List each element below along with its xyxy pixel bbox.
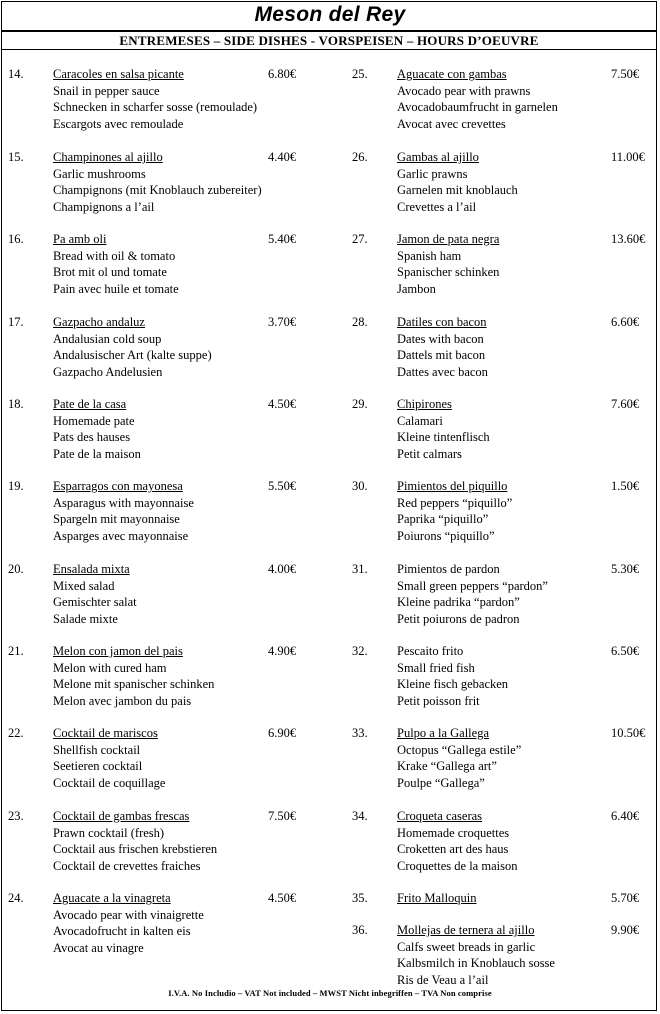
item-translation: Petit poiurons de padron bbox=[397, 611, 520, 626]
item-translation: Asparagus with mayonnaise bbox=[53, 495, 194, 510]
item-price: 5.40€ bbox=[268, 232, 297, 246]
item-translation: Jambon bbox=[397, 281, 436, 296]
item-translation: Avocat avec crevettes bbox=[397, 116, 506, 131]
item-translation: Asparges avec mayonnaise bbox=[53, 528, 189, 543]
item-translation: Avocadobaumfrucht in garnelen bbox=[397, 100, 558, 114]
item-translation: Schnecken in scharfer sosse (remoulade) bbox=[53, 100, 258, 114]
item-translation: Krake “Gallega art” bbox=[397, 759, 497, 773]
item-translation: Champignons (mit Knoblauch zubereiter) bbox=[53, 183, 262, 197]
item-number: 31. bbox=[352, 562, 368, 576]
item-translation: Melon with cured ham bbox=[53, 660, 167, 675]
item-name: Pulpo a la Gallega bbox=[397, 726, 489, 740]
item-price: 13.60€ bbox=[611, 232, 646, 246]
item-price: 6.90€ bbox=[268, 726, 297, 740]
item-name: Melon con jamon del pais bbox=[53, 644, 183, 658]
item-price: 4.50€ bbox=[268, 397, 297, 411]
item-number: 22. bbox=[8, 726, 24, 740]
item-translation: Melon avec jambon du pais bbox=[53, 693, 192, 708]
section-header: ENTREMESES – SIDE DISHES - VORSPEISEN – HOURS D’OEUVRE bbox=[1, 30, 657, 50]
item-translation: Kalbsmilch in Knoblauch sosse bbox=[397, 956, 555, 970]
item-translation: Calamari bbox=[397, 413, 443, 428]
item-price: 7.60€ bbox=[611, 397, 640, 411]
item-translation: Cocktail aus frischen krebstieren bbox=[53, 842, 218, 856]
item-number: 25. bbox=[352, 67, 368, 81]
item-translation: Salade mixte bbox=[53, 611, 118, 626]
item-number: 29. bbox=[352, 397, 368, 411]
item-number: 16. bbox=[8, 232, 24, 246]
item-price: 1.50€ bbox=[611, 479, 640, 493]
item-price: 5.30€ bbox=[611, 562, 640, 576]
item-price: 5.50€ bbox=[268, 479, 297, 493]
item-translation: Dattes avec bacon bbox=[397, 364, 488, 379]
item-translation: Avocadofrucht in kalten eis bbox=[53, 924, 191, 938]
item-name: Jamon de pata negra bbox=[397, 232, 500, 246]
item-number: 17. bbox=[8, 315, 24, 329]
item-name: Caracoles en salsa picante bbox=[53, 67, 184, 81]
item-translation: Bread with oil & tomato bbox=[53, 248, 176, 263]
item-translation: Spanischer schinken bbox=[397, 265, 500, 279]
item-name: Pimientos de pardon bbox=[397, 562, 500, 576]
item-name: Gambas al ajillo bbox=[397, 150, 479, 164]
item-translation: Avocado pear with prawns bbox=[397, 83, 531, 98]
item-number: 36. bbox=[352, 923, 368, 937]
item-translation: Melone mit spanischer schinken bbox=[53, 677, 215, 691]
item-translation: Snail in pepper sauce bbox=[53, 83, 160, 98]
item-translation: Andalusian cold soup bbox=[53, 331, 162, 346]
item-translation: Petit calmars bbox=[397, 446, 462, 461]
item-name: Datiles con bacon bbox=[397, 315, 487, 329]
item-translation: Croquettes de la maison bbox=[397, 858, 518, 873]
item-translation: Spanish ham bbox=[397, 248, 462, 263]
item-number: 34. bbox=[352, 809, 368, 823]
item-translation: Gazpacho Andelusien bbox=[53, 364, 163, 379]
item-translation: Cocktail de coquillage bbox=[53, 775, 166, 790]
item-name: Pescaito frito bbox=[397, 644, 464, 658]
item-translation: Crevettes a l’ail bbox=[397, 199, 477, 214]
item-translation: Garlic mushrooms bbox=[53, 166, 146, 181]
item-translation: Small fried fish bbox=[397, 660, 475, 675]
item-name: Ensalada mixta bbox=[53, 562, 130, 576]
item-translation: Homemade croquettes bbox=[397, 825, 510, 840]
item-number: 26. bbox=[352, 150, 368, 164]
item-name: Esparragos con mayonesa bbox=[53, 479, 183, 493]
item-price: 4.00€ bbox=[268, 562, 297, 576]
item-name: Aguacate con gambas bbox=[397, 67, 507, 81]
item-translation: Kleine tintenflisch bbox=[397, 430, 490, 444]
item-translation: Gemischter salat bbox=[53, 595, 137, 609]
item-number: 32. bbox=[352, 644, 368, 658]
item-number: 27. bbox=[352, 232, 368, 246]
item-translation: Garnelen mit knoblauch bbox=[397, 183, 518, 197]
item-price: 11.00€ bbox=[611, 150, 645, 164]
item-name: Frito Malloquin bbox=[397, 891, 477, 905]
item-translation: Calfs sweet breads in garlic bbox=[397, 939, 536, 954]
item-price: 3.70€ bbox=[268, 315, 297, 329]
item-translation: Homemade pate bbox=[53, 413, 135, 428]
item-number: 18. bbox=[8, 397, 24, 411]
item-translation: Petit poisson frit bbox=[397, 693, 480, 708]
item-number: 20. bbox=[8, 562, 24, 576]
item-translation: Pate de la maison bbox=[53, 446, 141, 461]
item-price: 6.40€ bbox=[611, 809, 640, 823]
item-translation: Avocado pear with vinaigrette bbox=[53, 907, 204, 922]
item-translation: Cocktail de crevettes fraiches bbox=[53, 858, 201, 873]
item-price: 7.50€ bbox=[268, 809, 297, 823]
item-translation: Garlic prawns bbox=[397, 166, 468, 181]
item-name: Aguacate a la vinagreta bbox=[53, 891, 171, 905]
item-price: 4.90€ bbox=[268, 644, 297, 658]
item-price: 5.70€ bbox=[611, 891, 640, 905]
item-name: Chipirones bbox=[397, 397, 452, 411]
item-translation: Mixed salad bbox=[53, 578, 115, 593]
restaurant-title: Meson del Rey bbox=[254, 3, 406, 26]
item-name: Gazpacho andaluz bbox=[53, 315, 145, 329]
item-number: 23. bbox=[8, 809, 24, 823]
item-translation: Poiurons “piquillo” bbox=[397, 528, 495, 543]
item-number: 33. bbox=[352, 726, 368, 740]
item-price: 4.40€ bbox=[268, 150, 297, 164]
item-name: Croqueta caseras bbox=[397, 809, 483, 823]
item-translation: Pats des hauses bbox=[53, 430, 131, 444]
item-translation: Kleine fisch gebacken bbox=[397, 677, 509, 691]
item-name: Cocktail de mariscos bbox=[53, 726, 158, 740]
item-translation: Seetieren cocktail bbox=[53, 759, 143, 773]
item-translation: Spargeln mit mayonnaise bbox=[53, 512, 180, 526]
item-number: 14. bbox=[8, 67, 24, 81]
item-name: Pa amb oli bbox=[53, 232, 107, 246]
item-name: Pate de la casa bbox=[53, 397, 127, 411]
item-number: 19. bbox=[8, 479, 24, 493]
item-translation: Escargots avec remoulade bbox=[53, 116, 184, 131]
item-translation: Pain avec huile et tomate bbox=[53, 281, 179, 296]
item-number: 15. bbox=[8, 150, 24, 164]
item-translation: Small green peppers “pardon” bbox=[397, 578, 548, 593]
item-translation: Dates with bacon bbox=[397, 331, 484, 346]
item-number: 30. bbox=[352, 479, 368, 493]
item-number: 35. bbox=[352, 891, 368, 905]
item-translation: Champignons a l’ail bbox=[53, 199, 155, 214]
item-translation: Paprika “piquillo” bbox=[397, 512, 489, 526]
item-translation: Ris de Veau a l’ail bbox=[397, 972, 489, 987]
vat-notice: I.V.A. No Includio – VAT Not included – MWST Nicht inbegriffen – TVA Non comprise bbox=[168, 988, 492, 998]
item-price: 10.50€ bbox=[611, 726, 646, 740]
item-translation: Red peppers “piquillo” bbox=[397, 495, 513, 510]
item-name: Champinones al ajillo bbox=[53, 150, 163, 164]
item-price: 4.50€ bbox=[268, 891, 297, 905]
item-translation: Brot mit ol und tomate bbox=[53, 265, 167, 279]
item-translation: Kleine padrika “pardon” bbox=[397, 595, 520, 609]
item-number: 28. bbox=[352, 315, 368, 329]
item-name: Pimientos del piquillo bbox=[397, 479, 508, 493]
item-translation: Shellfish cocktail bbox=[53, 742, 141, 757]
item-price: 6.50€ bbox=[611, 644, 640, 658]
item-translation: Croketten art des haus bbox=[397, 842, 509, 856]
item-translation: Dattels mit bacon bbox=[397, 348, 486, 362]
item-price: 6.80€ bbox=[268, 67, 297, 81]
item-translation: Andalusischer Art (kalte suppe) bbox=[53, 348, 212, 362]
item-translation: Octopus “Gallega estile” bbox=[397, 742, 522, 757]
item-name: Cocktail de gambas frescas bbox=[53, 809, 190, 823]
item-number: 21. bbox=[8, 644, 24, 658]
item-price: 7.50€ bbox=[611, 67, 640, 81]
item-price: 6.60€ bbox=[611, 315, 640, 329]
item-number: 24. bbox=[8, 891, 24, 905]
item-name: Mollejas de ternera al ajillo bbox=[397, 923, 535, 937]
item-translation: Avocat au vinagre bbox=[53, 940, 144, 955]
item-translation: Prawn cocktail (fresh) bbox=[53, 825, 165, 840]
item-price: 9.90€ bbox=[611, 923, 640, 937]
item-translation: Poulpe “Gallega” bbox=[397, 775, 485, 790]
